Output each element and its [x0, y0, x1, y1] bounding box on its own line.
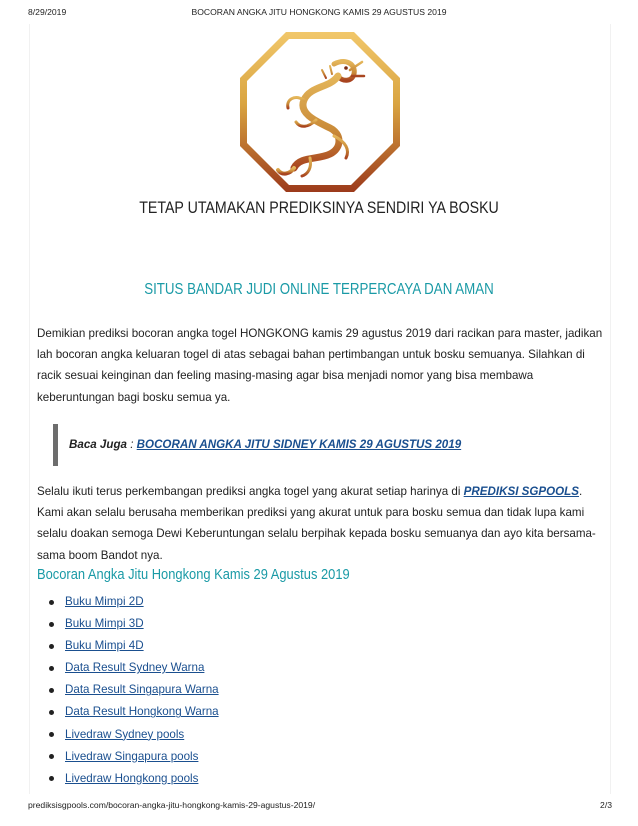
list-item	[48, 768, 219, 790]
list-item	[48, 657, 219, 679]
dragon-logo-icon	[238, 30, 402, 194]
link-buku-mimpi-2d[interactable]: Buku Mimpi 2D	[65, 595, 144, 608]
page-heading-main: TETAP UTAMAKAN PREDIKSINYA SENDIRI YA BOSKU	[139, 199, 499, 217]
read-also-separator: :	[127, 438, 137, 451]
link-result-singapura-warna[interactable]: Data Result Singapura Warna	[65, 683, 219, 697]
prediksi-sgpools-link[interactable]: PREDIKSI SGPOOLS	[463, 485, 579, 498]
link-buku-mimpi-4d[interactable]: Buku Mimpi 4D	[65, 639, 144, 653]
list-item	[48, 701, 219, 723]
print-footer	[0, 800, 638, 814]
link-livedraw-singapura[interactable]: Livedraw Singapura pools	[65, 749, 199, 763]
paragraph-followup-before: Selalu ikuti terus perkembangan prediksi angka togel yang akurat setiap harinya di	[37, 485, 464, 498]
print-title: BOCORAN ANGKA JITU HONGKONG KAMIS 29 AGUSTUS 2019	[191, 7, 447, 17]
read-also-text	[69, 424, 473, 466]
link-livedraw-hongkong[interactable]: Livedraw Hongkong pools	[65, 771, 199, 785]
related-links-list	[48, 591, 219, 790]
paragraph-followup-after: . Kami akan selalu berusaha memberikan prediksi yang akurat untuk para bosku semua dan tidak lupa kami selalu doakan semoga Dewi Keberuntungan selalu berpihak kepada bosku semuanya dan ayo kita bersama-sama boom Bandot nya.	[37, 485, 596, 562]
page-heading-sub: SITUS BANDAR JUDI ONLINE TERPERCAYA DAN AMAN	[144, 281, 494, 298]
list-item	[48, 635, 219, 657]
read-also-blockquote	[53, 424, 473, 466]
page-number: 2/3	[600, 800, 612, 810]
paragraph-followup	[37, 481, 607, 566]
list-item	[48, 679, 219, 701]
list-item	[48, 746, 219, 768]
print-url: prediksisgpools.com/bocoran-angka-jitu-hongkong-kamis-29-agustus-2019/	[28, 800, 316, 810]
link-livedraw-sydney[interactable]: Livedraw Sydney pools	[65, 727, 185, 741]
list-item	[48, 613, 219, 635]
section-heading-links: Bocoran Angka Jitu Hongkong Kamis 29 Agustus 2019	[37, 566, 350, 583]
link-result-sydney-warna[interactable]: Data Result Sydney Warna	[65, 661, 205, 675]
read-also-label: Baca Juga	[69, 438, 127, 451]
print-header	[0, 7, 638, 21]
read-also-link[interactable]: BOCORAN ANGKA JITU SIDNEY KAMIS 29 AGUSTUS 2019	[136, 438, 462, 451]
list-item	[48, 591, 219, 613]
link-buku-mimpi-3d[interactable]: Buku Mimpi 3D	[65, 617, 144, 631]
list-item	[48, 724, 219, 746]
paragraph-intro: Demikian prediksi bocoran angka togel HONGKONG kamis 29 agustus 2019 dari racikan para master, jadikan lah bocoran angka keluaran togel di atas sebagai bahan pertimbangan untuk bosku semuanya. Silahkan di racik sesuai keinginan dan feeling masing-masing agar bisa menjadi nomor yang bisa membawa keberuntungan bagi bosku semua ya.	[37, 327, 603, 404]
link-result-hongkong-warna[interactable]: Data Result Hongkong Warna	[65, 705, 219, 719]
print-date: 8/29/2019	[28, 7, 67, 17]
